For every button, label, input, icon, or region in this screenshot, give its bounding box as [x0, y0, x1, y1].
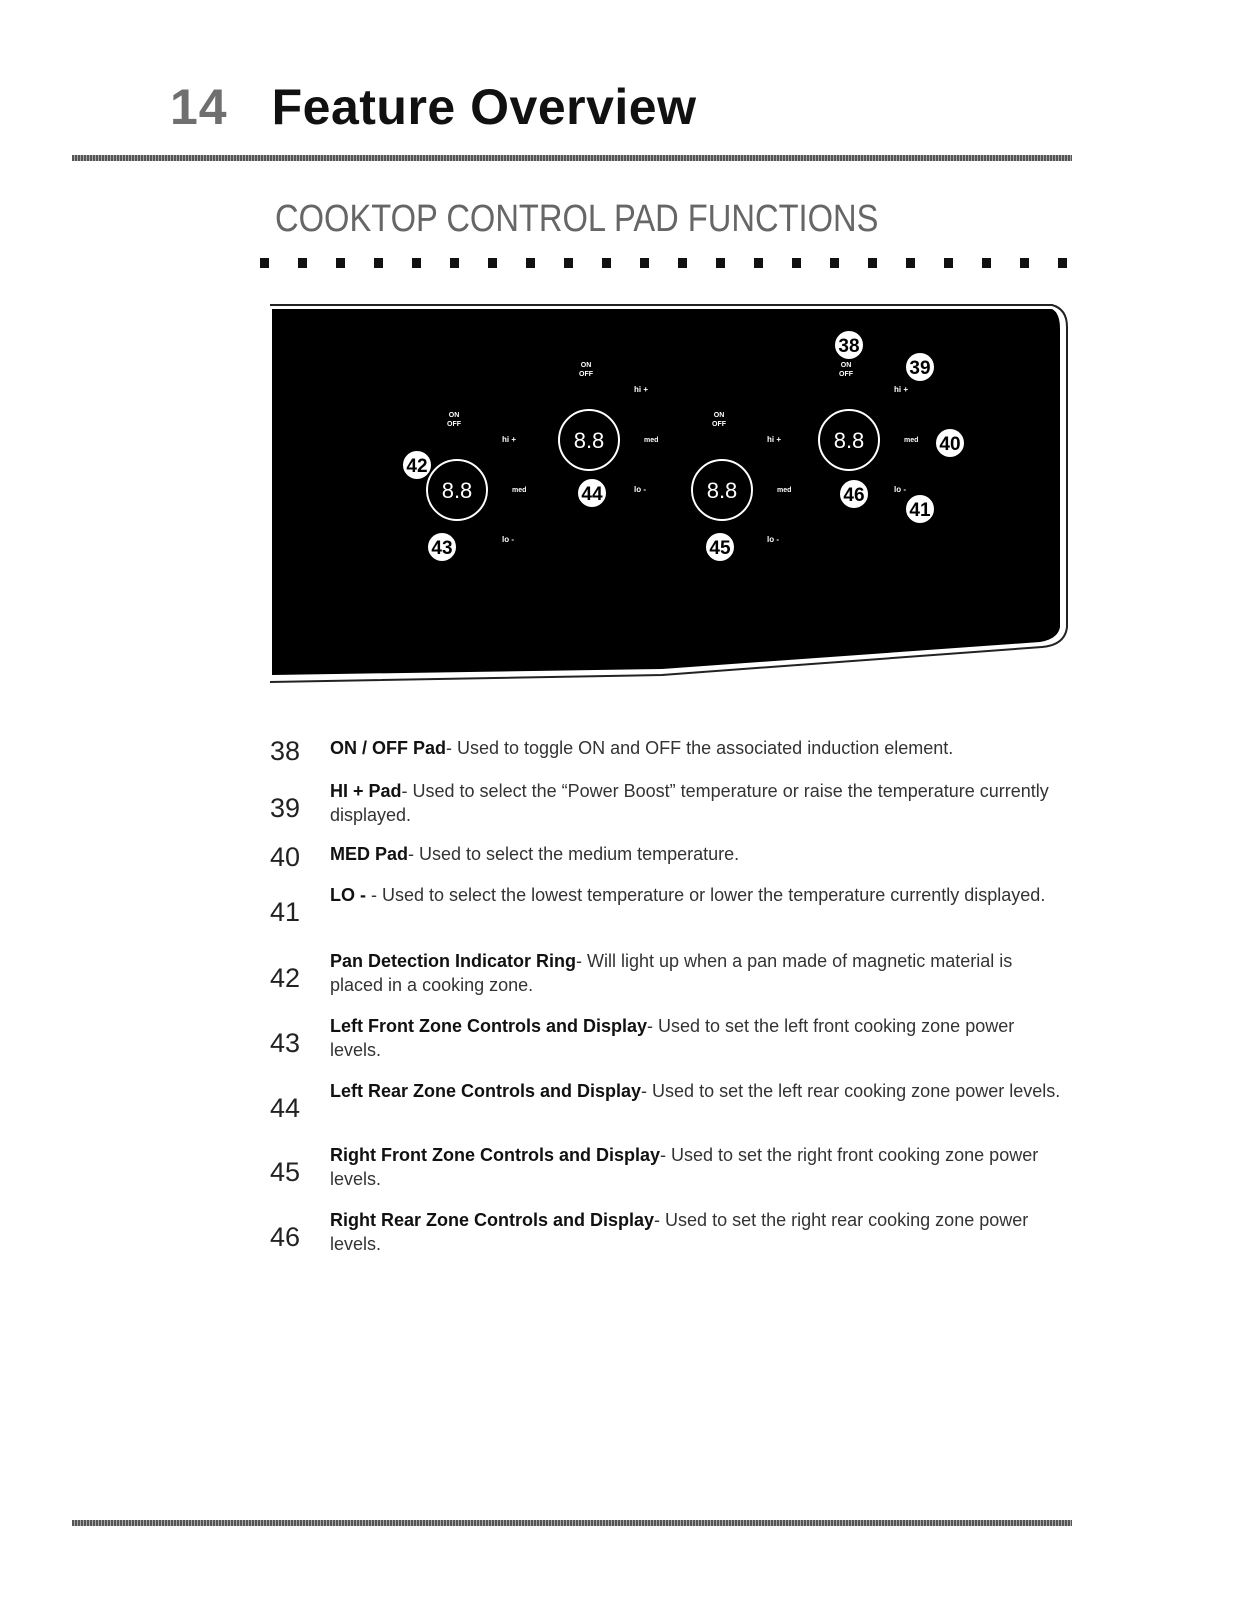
legend-item-42: [270, 953, 1070, 1005]
legend-description: [330, 1079, 1070, 1103]
legend-body: - Used to set the left front cooking zone power levels.: [330, 1016, 1015, 1060]
legend-number: 42: [270, 963, 301, 993]
med-label: med: [644, 437, 659, 444]
svg-text:39: 39: [909, 358, 931, 379]
legend-description: [330, 883, 1070, 907]
legend-item-45: [270, 1147, 1070, 1199]
page-number: 14: [170, 79, 228, 135]
cooktop-control-panel-diagram: [262, 297, 1072, 707]
legend-item-44: [270, 1083, 1070, 1135]
on-label: ON: [448, 412, 460, 419]
callout-44: [577, 478, 607, 508]
callout-45: [705, 532, 735, 562]
med-label: med: [904, 437, 919, 444]
legend-item-43: [270, 1018, 1070, 1070]
svg-text:46: 46: [843, 485, 865, 506]
legend-number: 44: [270, 1093, 301, 1123]
top-divider: [72, 155, 1072, 161]
legend-term: Right Rear Zone Controls and Display: [330, 1210, 655, 1230]
hi-plus-label: hi +: [767, 435, 782, 444]
legend-term: HI + Pad: [330, 781, 402, 801]
hi-plus-label: hi +: [634, 385, 649, 394]
panel-black: [272, 309, 1060, 675]
hi-plus-label: hi +: [502, 435, 517, 444]
lo-minus-label: lo -: [894, 485, 906, 494]
legend-body: - Used to set the right rear cooking zone power levels.: [330, 1210, 1029, 1254]
callout-42: [402, 450, 432, 480]
legend-description: [330, 779, 1070, 827]
legend-description: [330, 1014, 1070, 1062]
zone-display: 8.8: [441, 478, 473, 503]
legend-number: 43: [270, 1028, 301, 1058]
med-label: med: [777, 487, 792, 494]
svg-text:44: 44: [581, 484, 603, 505]
legend-description: [330, 949, 1070, 997]
legend-term: Left Rear Zone Controls and Display: [330, 1081, 642, 1101]
legend-term: LO -: [330, 885, 366, 905]
svg-text:45: 45: [709, 538, 731, 559]
off-label: OFF: [579, 371, 593, 378]
legend-number: 40: [270, 842, 301, 872]
legend-body: - Used to select the medium temperature.: [408, 844, 740, 864]
off-label: OFF: [447, 421, 461, 428]
legend-body: - Used to toggle ON and OFF the associated induction element.: [446, 738, 954, 758]
legend-term: Pan Detection Indicator Ring: [330, 951, 577, 971]
callout-43: [427, 532, 457, 562]
lo-minus-label: lo -: [634, 485, 646, 494]
dotted-divider: [260, 258, 1075, 268]
legend-description: [330, 842, 1070, 866]
page-title: Feature Overview: [271, 79, 697, 135]
legend-number: 46: [270, 1222, 301, 1252]
callout-40: [935, 428, 965, 458]
legend-item-41: [270, 887, 1070, 939]
svg-text:40: 40: [939, 434, 961, 455]
on-label: ON: [713, 412, 725, 419]
off-label: OFF: [839, 371, 853, 378]
svg-text:43: 43: [431, 538, 453, 559]
legend-item-39: [270, 783, 1070, 835]
zone-display: 8.8: [573, 428, 605, 453]
legend-number: 38: [270, 736, 301, 766]
legend-term: Left Front Zone Controls and Display: [330, 1016, 648, 1036]
svg-text:38: 38: [838, 336, 860, 357]
legend-number: 41: [270, 897, 301, 927]
legend-body: - Used to set the right front cooking zone power levels.: [330, 1145, 1039, 1189]
section-title: COOKTOP CONTROL PAD FUNCTIONS: [275, 198, 879, 240]
legend-body: - Will light up when a pan made of magnetic material is placed in a cooking zone.: [330, 951, 1013, 995]
legend-number: 39: [270, 793, 301, 823]
bottom-divider: [72, 1520, 1072, 1526]
legend-body: - Used to set the left rear cooking zone power levels.: [641, 1081, 1061, 1101]
on-label: ON: [840, 362, 852, 369]
legend-number: 45: [270, 1157, 301, 1187]
legend-term: MED Pad: [330, 844, 409, 864]
legend-description: [330, 736, 1070, 760]
svg-text:42: 42: [406, 456, 428, 477]
callout-39: [905, 352, 935, 382]
legend-term: ON / OFF Pad: [330, 738, 447, 758]
legend-description: [330, 1208, 1070, 1256]
on-label: ON: [580, 362, 592, 369]
hi-plus-label: hi +: [894, 385, 909, 394]
lo-minus-label: lo -: [767, 535, 779, 544]
med-label: med: [512, 487, 527, 494]
legend-description: [330, 1143, 1070, 1191]
legend-body: - Used to select the lowest temperature or lower the temperature currently displayed.: [366, 885, 1046, 905]
callout-41: [905, 494, 935, 524]
zone-display: 8.8: [833, 428, 865, 453]
zone-display: 8.8: [706, 478, 738, 503]
lo-minus-label: lo -: [502, 535, 514, 544]
legend-item-46: [270, 1212, 1070, 1264]
svg-text:41: 41: [909, 500, 931, 521]
callout-46: [839, 479, 869, 509]
callout-38: [834, 330, 864, 360]
legend-term: Right Front Zone Controls and Display: [330, 1145, 660, 1165]
page-header: [170, 78, 697, 148]
legend-body: - Used to select the “Power Boost” temperature or raise the temperature currently displayed.: [330, 781, 1049, 825]
off-label: OFF: [712, 421, 726, 428]
